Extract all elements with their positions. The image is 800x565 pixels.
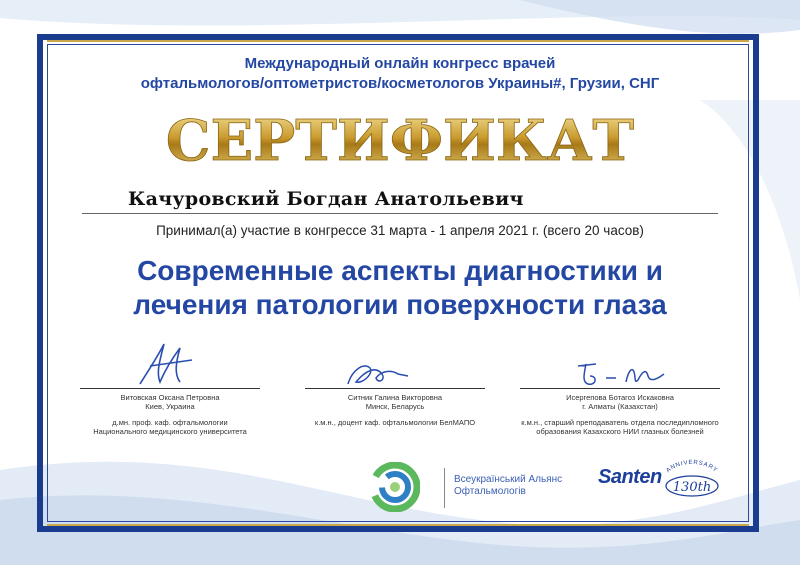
signatory-name: Исергепова Ботагоз Искаковна <box>566 393 674 402</box>
alliance-name-line1: Всеукраїнський Альянс <box>454 474 563 485</box>
signature-line <box>305 388 485 389</box>
svg-text:ANNIVERSARY: ANNIVERSARY <box>665 459 719 475</box>
signature-3-scribble <box>572 358 682 392</box>
signatory-title: к.м.н., старший преподаватель отдела последипломного <box>521 418 719 427</box>
congress-header-line2: офтальмологов/оптометристов/косметологов Украины#, Грузии, СНГ <box>140 75 660 92</box>
signatory-city: г. Алматы (Казахстан) <box>582 402 658 411</box>
name-underline <box>82 213 718 214</box>
signature-line <box>520 388 720 389</box>
signature-line <box>80 388 260 389</box>
topic-line2: лечения патологии поверхности глаза <box>133 289 667 320</box>
signatory-title: Национального медицинского университета <box>93 427 247 436</box>
gold-rule-bottom <box>47 524 749 526</box>
signature-2-scribble <box>342 356 412 392</box>
alliance-name-line2: Офтальмологів <box>454 486 526 497</box>
alliance-name <box>454 474 562 498</box>
signatory-1 <box>80 388 260 436</box>
signatory-3 <box>520 388 720 436</box>
signatory-city: Минск, Беларусь <box>365 402 425 411</box>
participation-text: Принимал(а) участие в конгрессе 31 марта - 1 апреля 2021 г. (всего 20 часов) <box>156 223 644 238</box>
signature-1-scribble <box>130 338 210 390</box>
signatory-title: д.мн. проф. каф. офтальмологии <box>112 418 228 427</box>
signatory-name: Ситник Галина Викторовна <box>347 393 443 402</box>
recipient-name: Качуровский Богдан Анатольевич <box>128 188 524 210</box>
svg-text:СЕРТИФИКАТ: СЕРТИФИКАТ <box>165 108 635 170</box>
certificate-title <box>0 108 800 170</box>
signatory-2 <box>305 388 485 427</box>
congress-header-line1: Международный онлайн конгресс врачей <box>244 55 556 72</box>
ophthalmologists-alliance-logo <box>370 462 420 512</box>
signatory-city: Киев, Украина <box>145 402 195 411</box>
signatory-title: к.м.н., доцент каф. офтальмологии БелМАПО <box>314 418 476 427</box>
signatory-title: образования Казахского НИИ глазных болезней <box>536 427 704 436</box>
topic-line1: Современные аспекты диагностики и <box>137 255 663 286</box>
santen-logo: Santen <box>598 466 662 488</box>
svg-text:130th: 130th <box>672 480 712 495</box>
logo-divider <box>444 468 445 508</box>
anniversary-130-logo <box>656 458 728 498</box>
signatory-name: Витовская Оксана Петровна <box>120 393 220 402</box>
